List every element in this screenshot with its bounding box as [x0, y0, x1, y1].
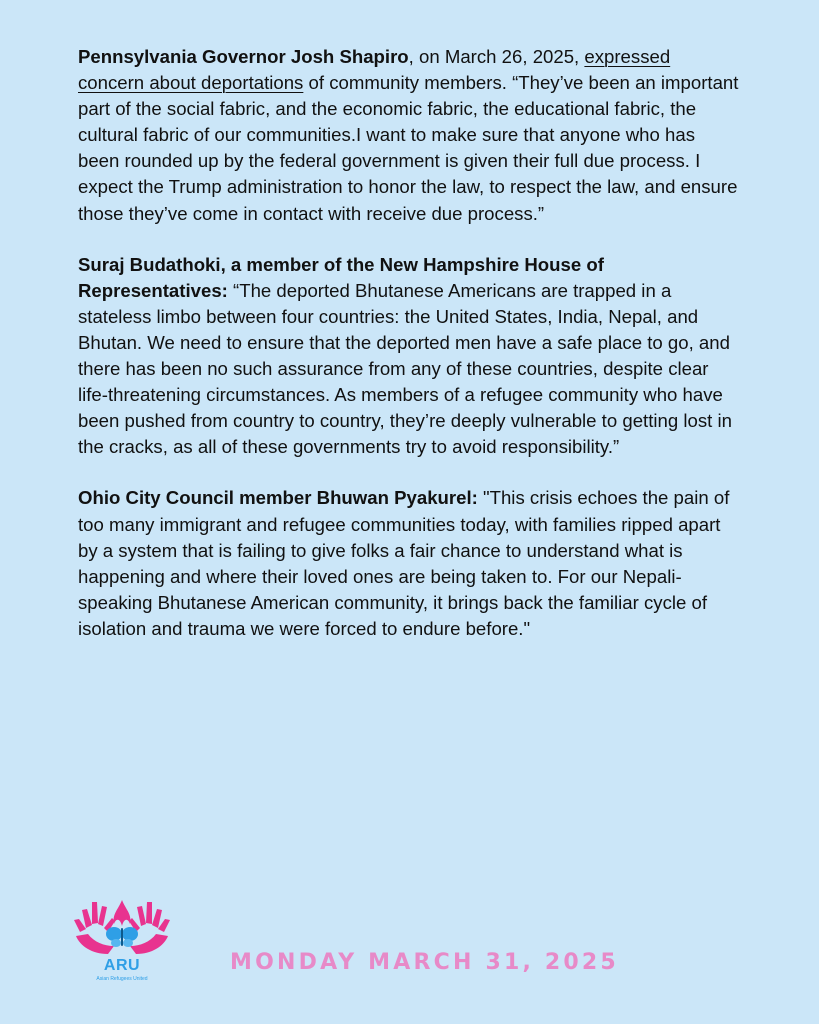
speaker-shapiro: Pennsylvania Governor Josh Shapiro: [78, 46, 409, 67]
quote-shapiro: [78, 44, 740, 227]
speaker-pyakurel: Ohio City Council member Bhuwan Pyakurel:: [78, 487, 478, 509]
quote-intro: , on March 26, 2025,: [408, 46, 585, 67]
statements-section: [78, 44, 740, 667]
quote-body: of community members. “They’ve been an important part of the social fabric, and the economic fabric, the educational fabric, the cultural fabric of our communities.I want to make sure that anyone who has been rounded up by the federal government is given their full due process. I expect the Trump administration to honor the law, to respect the law, and ensure those they’ve come in contact with receive due process.”: [78, 72, 739, 224]
quote-body: “The deported Bhutanese Americans are trapped in a stateless limbo between four countries: the United States, India, Nepal, and Bhutan. We need to ensure that the deported men have a safe place to go, and there has been no such assurance from any of these countries, despite clear life-threatening circumstances. As members of a refugee community who have been pushed from country to country, they’re deeply vulnerable to getting lost in the cracks, as all of these governments try to avoid responsibility.”: [78, 279, 732, 458]
quote-pyakurel: [78, 485, 740, 642]
hands-butterfly-icon: [70, 896, 174, 958]
quote-budathoki: [78, 252, 740, 461]
speaker-budathoki: Suraj Budathoki, a member of the New Hampshire House of Representatives:: [78, 253, 604, 301]
logo-text: ARU: [103, 957, 141, 974]
aru-logo: [70, 896, 174, 984]
post-date: MONDAY MARCH 31, 2025: [230, 950, 619, 975]
quote-body: "This crisis echoes the pain of too many immigrant and refugee communities today, with families ripped apart by a system that is failing to give folks a fair chance to understand what is happening and where their loved ones are being taken to. For our Nepali-speaking Bhutanese American community, it brings back the familiar cycle of isolation and trauma we were forced to endure before.": [78, 487, 730, 639]
deportations-link[interactable]: expressed concern about deportations: [78, 46, 671, 94]
logo-subtext: Asian Refugees United: [96, 976, 148, 982]
